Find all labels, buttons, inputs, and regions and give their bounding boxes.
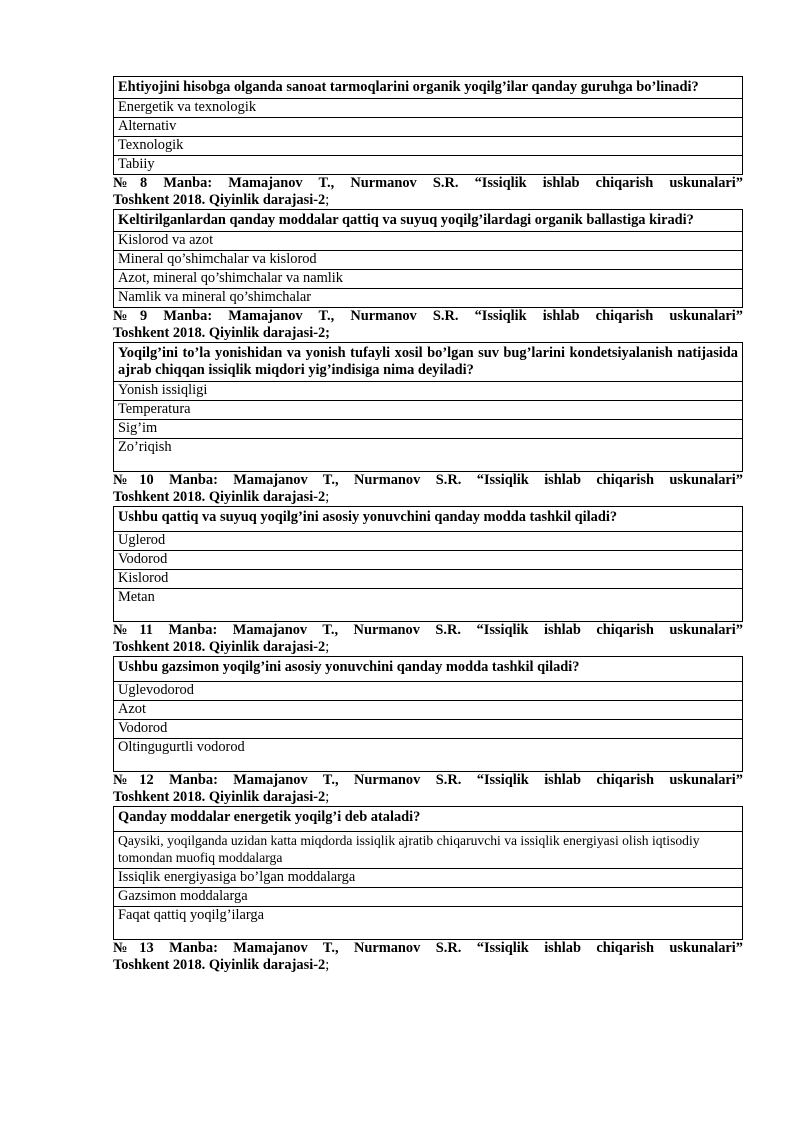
question-text: Ushbu gazsimon yoqilg’ini asosiy yonuvchini qanday modda tashkil qiladi?: [114, 657, 743, 682]
answer-option: Vodorod: [114, 720, 743, 739]
answer-option: Uglerod: [114, 532, 743, 551]
question-table-9: [113, 342, 743, 472]
answer-option: Alternativ: [114, 118, 743, 137]
answer-option: Gazsimon moddalarga: [114, 888, 743, 907]
answer-option: Tabiiy: [114, 156, 743, 175]
answer-option: Kislorod: [114, 570, 743, 589]
source-line: №11 Manba: Mamajanov T., Nurmanov S.R. “Issiqlik ishlab chiqarish uskunalari” Toshkent 2018. Qiyinlik darajasi-2;: [113, 622, 743, 655]
question-text: Ehtiyojini hisobga olganda sanoat tarmoqlarini organik yoqilg’ilar qanday guruhga bo’linadi?: [114, 77, 743, 99]
answer-option: Kislorod va azot: [114, 232, 743, 251]
answer-option: Sig’im: [114, 420, 743, 439]
question-text: Keltirilganlardan qanday moddalar qattiq va suyuq yoqilg’ilardagi organik ballastiga kiradi?: [114, 210, 743, 232]
question-text: Ushbu qattiq va suyuq yoqilg’ini asosiy yonuvchini qanday modda tashkil qiladi?: [114, 507, 743, 532]
question-table-12: [113, 806, 743, 940]
answer-option: Oltingugurtli vodorod: [114, 739, 743, 772]
answer-option: Azot: [114, 701, 743, 720]
answer-option: Mineral qo’shimchalar va kislorod: [114, 251, 743, 270]
answer-option: Vodorod: [114, 551, 743, 570]
question-table-1: [113, 76, 743, 175]
answer-option: Azot, mineral qo’shimchalar va namlik: [114, 270, 743, 289]
answer-option: Issiqlik energiyasiga bo’lgan moddalarga: [114, 869, 743, 888]
answer-option: Zo’riqish: [114, 439, 743, 472]
source-line: №13 Manba: Mamajanov T., Nurmanov S.R. “Issiqlik ishlab chiqarish uskunalari” Toshkent 2018. Qiyinlik darajasi-2;: [113, 940, 743, 973]
answer-option: Metan: [114, 589, 743, 622]
answer-option: Energetik va texnologik: [114, 99, 743, 118]
answer-option: Qaysiki, yoqilganda uzidan katta miqdorda issiqlik ajratib chiqaruvchi va issiqlik energiyasi olish iqtisodiy tomondan muofiq moddalarga: [114, 832, 743, 869]
source-line: №8 Manba: Mamajanov T., Nurmanov S.R. “Issiqlik ishlab chiqarish uskunalari” Toshkent 2018. Qiyinlik darajasi-2;: [113, 175, 743, 208]
answer-option: Uglevodorod: [114, 682, 743, 701]
source-line: №12 Manba: Mamajanov T., Nurmanov S.R. “Issiqlik ishlab chiqarish uskunalari” Toshkent 2018. Qiyinlik darajasi-2;: [113, 772, 743, 805]
question-text: Qanday moddalar energetik yoqilg’i deb ataladi?: [114, 807, 743, 832]
answer-option: Namlik va mineral qo’shimchalar: [114, 289, 743, 308]
question-table-8: [113, 209, 743, 308]
answer-option: Yonish issiqligi: [114, 382, 743, 401]
question-table-11: [113, 656, 743, 772]
source-line: №10 Manba: Mamajanov T., Nurmanov S.R. “Issiqlik ishlab chiqarish uskunalari” Toshkent 2018. Qiyinlik darajasi-2;: [113, 472, 743, 505]
answer-option: Texnologik: [114, 137, 743, 156]
question-table-10: [113, 506, 743, 622]
source-line: №9 Manba: Mamajanov T., Nurmanov S.R. “Issiqlik ishlab chiqarish uskunalari” Toshkent 2018. Qiyinlik darajasi-2;: [113, 308, 743, 341]
question-text: Yoqilg’ini to’la yonishidan va yonish tufayli xosil bo’lgan suv bug’larini kondetsiyalanish natijasida ajrab chiqqan issiqlik miqdori yig’indisiga nima deyiladi?: [114, 343, 743, 382]
document-page: [113, 76, 743, 974]
answer-option: Faqat qattiq yoqilg’ilarga: [114, 907, 743, 940]
answer-option: Temperatura: [114, 401, 743, 420]
